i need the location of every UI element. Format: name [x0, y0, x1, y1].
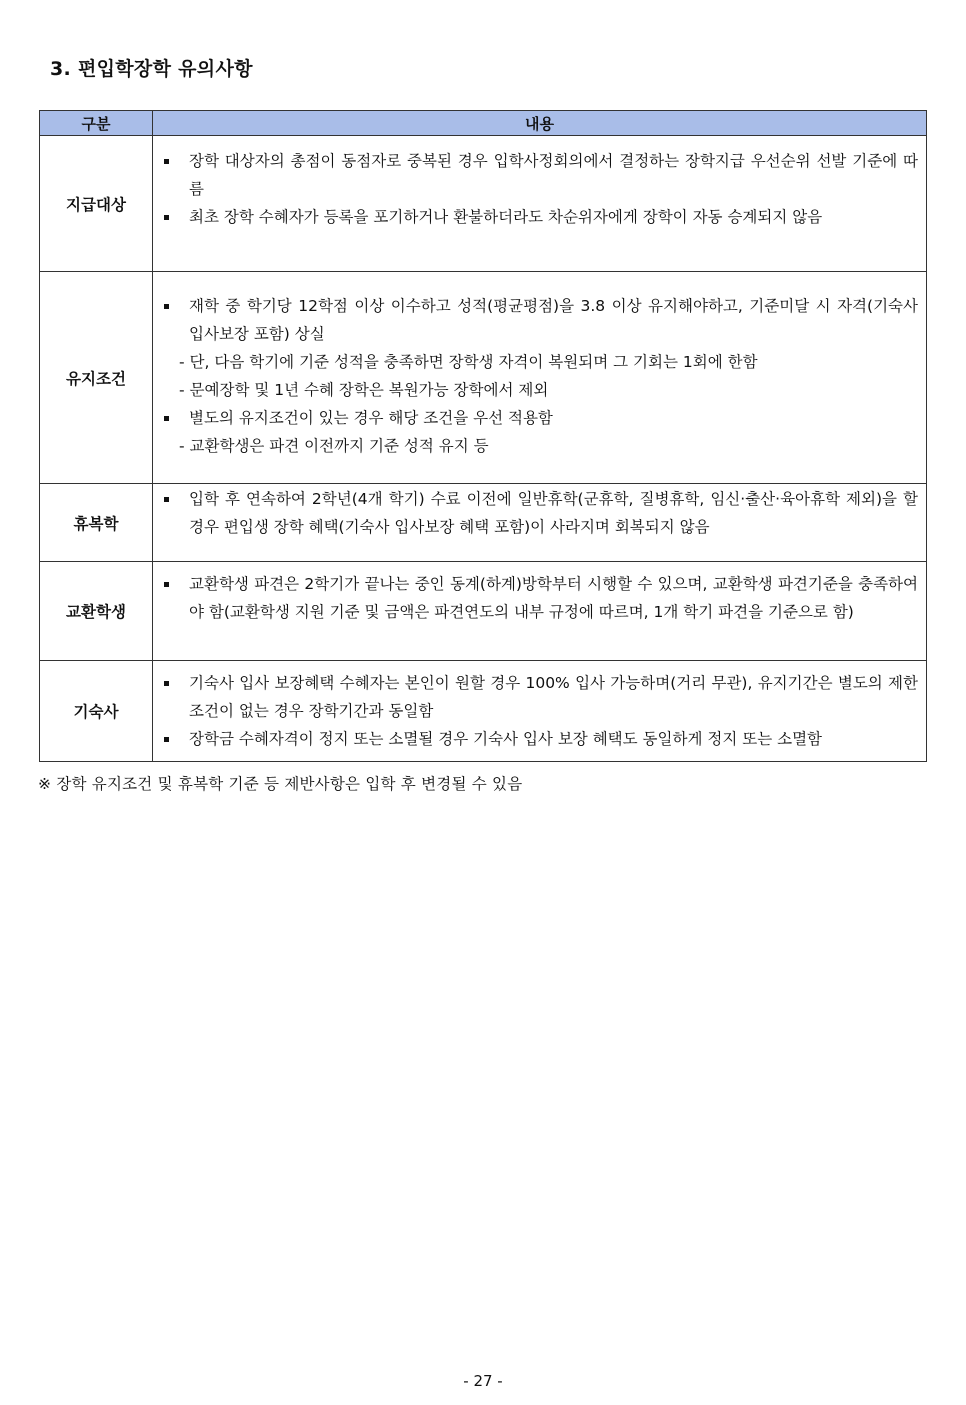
footnote: ※ 장학 유지조건 및 휴복학 기준 등 제반사항은 입학 후 변경될 수 있음	[38, 775, 523, 793]
table-row	[40, 562, 927, 661]
row-category: 유지조건	[40, 272, 153, 484]
row-content	[153, 136, 927, 272]
row-category: 지급대상	[40, 136, 153, 272]
table-row	[40, 136, 927, 272]
bullet-item: 장학금 수혜자격이 정지 또는 소멸될 경우 기숙사 입사 보장 혜택도 동일하게 정지 또는 소멸함	[161, 725, 918, 753]
table-row	[40, 272, 927, 484]
row-content	[153, 661, 927, 762]
page-number: - 27 -	[463, 1372, 503, 1390]
table-row	[40, 661, 927, 762]
table-header-row	[40, 111, 927, 136]
row-category: 기숙사	[40, 661, 153, 762]
table-row	[40, 484, 927, 562]
bullet-item: 재학 중 학기당 12학점 이상 이수하고 성적(평균평점)을 3.8 이상 유지해야하고, 기준미달 시 자격(기숙사 입사보장 포함) 상실	[161, 292, 918, 348]
row-category: 교환학생	[40, 562, 153, 661]
bullet-item: 별도의 유지조건이 있는 경우 해당 조건을 우선 적용함	[161, 404, 918, 432]
row-content	[153, 272, 927, 484]
dash-item: - 문예장학 및 1년 수혜 장학은 복원가능 장학에서 제외	[179, 381, 549, 399]
scholarship-notes-table	[39, 110, 927, 762]
bullet-item: 최초 장학 수혜자가 등록을 포기하거나 환불하더라도 차순위자에게 장학이 자동 승계되지 않음	[161, 203, 918, 231]
bullet-item: 교환학생 파견은 2학기가 끝나는 중인 동계(하계)방학부터 시행할 수 있으며, 교환학생 파견기준을 충족하여야 함(교환학생 지원 기준 및 금액은 파견연도의 내부 규정에 따르며, 1개 학기 파견을 기준으로 함)	[161, 570, 918, 626]
dash-item: - 교환학생은 파견 이전까지 기준 성적 유지 등	[179, 437, 489, 455]
row-content	[153, 484, 927, 562]
dash-item: - 단, 다음 학기에 기준 성적을 충족하면 장학생 자격이 복원되며 그 기회는 1회에 한함	[179, 353, 758, 371]
bullet-item: 장학 대상자의 총점이 동점자로 중복된 경우 입학사정회의에서 결정하는 장학지급 우선순위 선발 기준에 따름	[161, 147, 918, 203]
row-content	[153, 562, 927, 661]
bullet-item: 기숙사 입사 보장혜택 수혜자는 본인이 원할 경우 100% 입사 가능하며(거리 무관), 유지기간은 별도의 제한조건이 없는 경우 장학기간과 동일함	[161, 669, 918, 725]
header-category: 구분	[40, 111, 153, 136]
section-title: 3. 편입학장학 유의사항	[50, 58, 253, 80]
row-category: 휴복학	[40, 484, 153, 562]
header-content: 내용	[153, 111, 927, 136]
bullet-item: 입학 후 연속하여 2학년(4개 학기) 수료 이전에 일반휴학(군휴학, 질병휴학, 임신·출산·육아휴학 제외)을 할 경우 편입생 장학 혜택(기숙사 입사보장 혜택 포함)이 사라지며 회복되지 않음	[161, 485, 918, 541]
